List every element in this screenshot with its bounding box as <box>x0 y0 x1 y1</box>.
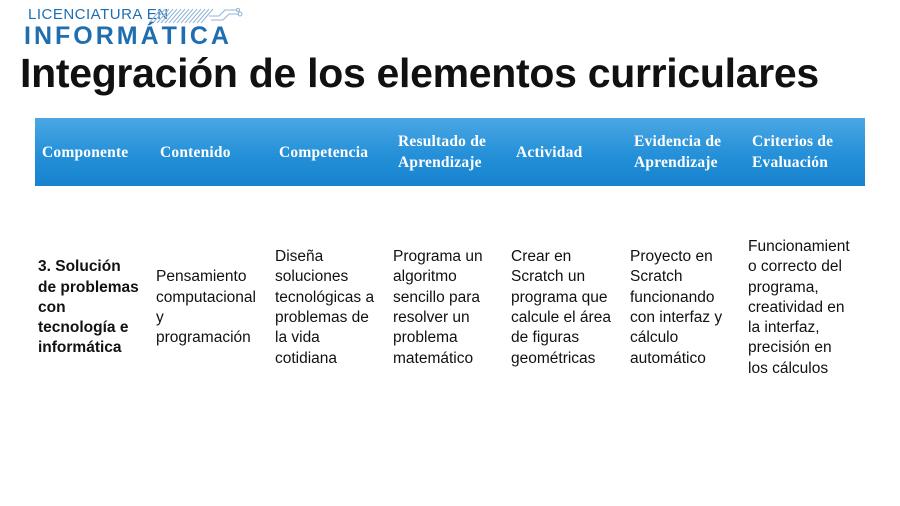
cell-evidencia-aprendizaje <box>630 228 744 388</box>
cell-text: Proyecto en Scratch funcionando con interfaz y cálculo automático <box>630 248 723 367</box>
cell-text: Funcionamient o correcto del programa, creatividad en la interfaz, precisión en los cálculos <box>748 237 850 377</box>
slide-title: Integración de los elementos curriculares <box>20 50 819 96</box>
header-componente <box>42 118 154 186</box>
cell-text: Pensamiento computacional y programación <box>156 268 256 347</box>
header-resultado-aprendizaje <box>398 118 508 186</box>
cell-criterios-evaluacion <box>748 228 862 388</box>
cell-competencia <box>275 228 387 388</box>
cell-text: Programa un algoritmo sencillo para resolver un problema matemático <box>393 248 483 367</box>
header-label: Resultado de Aprendizaje <box>398 133 487 171</box>
cell-contenido <box>156 228 270 388</box>
cell-text: Diseña soluciones tecnológicas a problemas de la vida cotidiana <box>275 248 375 367</box>
logo-text-informatica: INFORMÁTICA <box>24 22 232 50</box>
cell-text: 3. Solución de problemas con tecnología e informática <box>38 258 139 357</box>
header-label: Componente <box>42 143 129 161</box>
cell-text: Crear en Scratch un programa que calcule el área de figuras geométricas <box>511 248 611 367</box>
header-label: Competencia <box>279 143 369 161</box>
header-label: Evidencia de Aprendizaje <box>634 133 722 171</box>
header-competencia <box>279 118 389 186</box>
header-actividad <box>516 118 626 186</box>
header-criterios-evaluacion <box>752 118 864 186</box>
cell-resultado-aprendizaje <box>393 228 505 388</box>
header-evidencia-aprendizaje <box>634 118 744 186</box>
cell-actividad <box>511 228 625 388</box>
logo-text-licenciatura: LICENCIATURA EN <box>28 6 169 23</box>
header-label: Contenido <box>160 143 231 161</box>
header-label: Actividad <box>516 143 583 161</box>
header-contenido <box>160 118 270 186</box>
program-logo <box>14 4 244 48</box>
header-label: Criterios de Evaluación <box>752 133 834 171</box>
cell-componente <box>38 228 152 388</box>
